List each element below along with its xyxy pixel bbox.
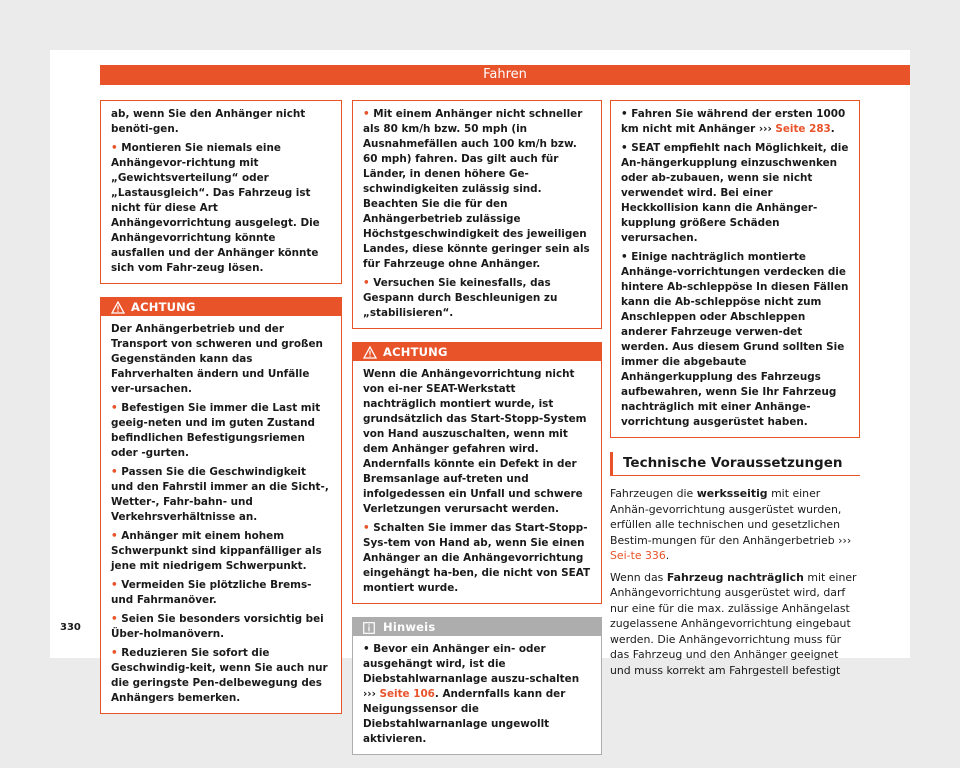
info-icon [363,622,375,634]
continued-note-box [610,100,860,438]
warning-intro: Wenn die Anhängevorrichtung nicht von ei-ner SEAT-Werkstatt nachträglich montiert wurde, ist grundsätzlich das Start-Stopp-System von Hand auszuschalten, wenn mit dem Anhänger gefahren wird. Andernfalls könnte ein Defekt in der Bremsanlage auf-treten und infolgedessen ein Unfall und schwere Verletzungen verursacht werden. [363,368,587,515]
hint-box [352,617,602,755]
bullet-item: • Schalten Sie immer das Start-Stopp-Sys-tem von Hand ab, wenn Sie einen Anhänger an die Anhängevorrichtung eingehängt ha-ben, die nicht von SEAT montiert wurde. [363,522,591,594]
hint-title: Hinweis [383,620,436,634]
hint-header [353,618,601,636]
bullet-item: • Passen Sie die Geschwindigkeit und den Fahrstil immer an die Sicht-, Wetter-, Fahr-bahn- und Verkehrsverhältnisse an. [111,466,329,523]
warning-box [352,342,602,604]
warning-title: ACHTUNG [383,345,448,359]
warning-box [100,297,342,714]
page-header: Fahren [100,65,910,85]
page-link[interactable]: Seite 283 [775,123,831,135]
column-1 [100,100,342,727]
bullet-item: • SEAT empfiehlt nach Möglichkeit, die An-hängerkupplung einzuschwenken oder ab-zubauen, wenn sie nicht verwendet wird. Bei einer Heckkollision kann die Anhänger-kupplung größere Schäden verursachen. [621,142,849,244]
bullet-item: • Fahren Sie während der ersten 1000 km nicht mit Anhänger ››› Seite 283. [621,108,846,135]
continued-warning-box [352,100,602,329]
bullet-item: • Anhänger mit einem hohem Schwerpunkt sind kippanfälliger als jene mit niedrigem Schwerpunkt. [111,530,322,572]
warning-icon [363,346,377,359]
bullet-item: • Reduzieren Sie sofort die Geschwindig-keit, wenn Sie auch nur die geringste Pen-delbewegung des Anhängers bemerken. [111,647,328,704]
column-3 [610,100,860,684]
warning-title: ACHTUNG [131,300,196,314]
hint-text: • Bevor ein Anhänger ein- oder ausgehängt wird, ist die Diebstahlwarnanlage auszu-schalten ››› Seite 106. Andernfalls kann der Neigungssensor die Diebstahlwarnanlage ungewollt aktivieren. [363,643,580,745]
bullet-dot: • [111,142,118,154]
section-title: Technische Voraussetzungen [610,452,860,476]
page-link[interactable]: Seite 106 [379,688,435,700]
manual-page [50,50,910,745]
page-link[interactable]: Sei-te 336 [610,549,666,562]
warning-header [353,343,601,361]
section-body [610,486,860,678]
page-number: 330 [60,622,81,633]
paragraph: Fahrzeugen die werksseitig mit einer Anhän-gevorrichtung ausgerüstet wurden, erfüllen alle technischen und gesetzlichen Bestim-mungen für den Anhängerbetrieb ››› Sei-te 336. [610,487,852,562]
bullet-item: • Seien Sie besonders vorsichtig bei Über-holmanövern. [111,613,324,640]
paragraph: Wenn das Fahrzeug nachträglich mit einer Anhängevorrichtung ausgerüstet wird, darf nur eine für die max. zulässige Anhängelast zugelassene Anhängevorrichtung eingebaut werden. Die Anhängevorrichtung muss für das Fahrzeug und den Anhänger geeignet und muss korrekt am Fahrgestell befestigt [610,570,857,677]
continued-paragraph: ab, wenn Sie den Anhänger nicht benöti-gen. [111,108,306,135]
bullet-item: • Mit einem Anhänger nicht schneller als 80 km/h bzw. 50 mph (in Ausnahmefällen auch 100 km/h bzw. 60 mph) fahren. Das gilt auch für Länder, in denen höhere Ge-schwindigkeiten zulässig sind. Beachten Sie die für den Anhängerbetrieb zulässige Höchstgeschwindigkeit des jeweiligen Landes, diese könnte geringer sein als für Fahrzeuge ohne Anhänger. [363,108,590,270]
bullet-item: • Montieren Sie niemals eine Anhängevor-richtung mit „Gewichtsverteilung“ oder „Lastausgleich“. Das Fahrzeug ist nicht für diese Art Anhängevorrichtung ausgelegt. Die Anhängevorrichtung könnte ausfallen und der Anhänger könnte sich vom Fahr-zeug lösen. [111,142,320,274]
warning-icon [111,301,125,314]
column-2 [352,100,602,768]
bullet-item: • Versuchen Sie keinesfalls, das Gespann durch Beschleunigen zu „stabilisieren“. [363,277,558,319]
warning-header [101,298,341,316]
bullet-item: • Befestigen Sie immer die Last mit geeig-neten und im guten Zustand befindlichen Befestigungsriemen oder -gurten. [111,402,321,459]
bullet-item: • Vermeiden Sie plötzliche Brems- und Fahrmanöver. [111,579,312,606]
continued-warning-box [100,100,342,284]
warning-intro: Der Anhängerbetrieb und der Transport von schweren und großen Gegenständen kann das Fahrverhalten ändern und Unfälle ver-ursachen. [111,323,323,395]
bullet-item: • Einige nachträglich montierte Anhänge-vorrichtungen verdecken die hintere Ab-schleppöse In diesen Fällen kann die Ab-schleppöse nicht zum Anschleppen oder Abschleppen anderer Fahrzeuge verwen-det werden. Aus diesem Grund sollten Sie immer die abgebaute Anhängerkupplung des Fahrzeugs aufbewahren, wenn Sie Ihr Fahrzeug nachträglich mit einer Anhänge-vorrichtung ausgerüstet haben. [621,251,849,428]
